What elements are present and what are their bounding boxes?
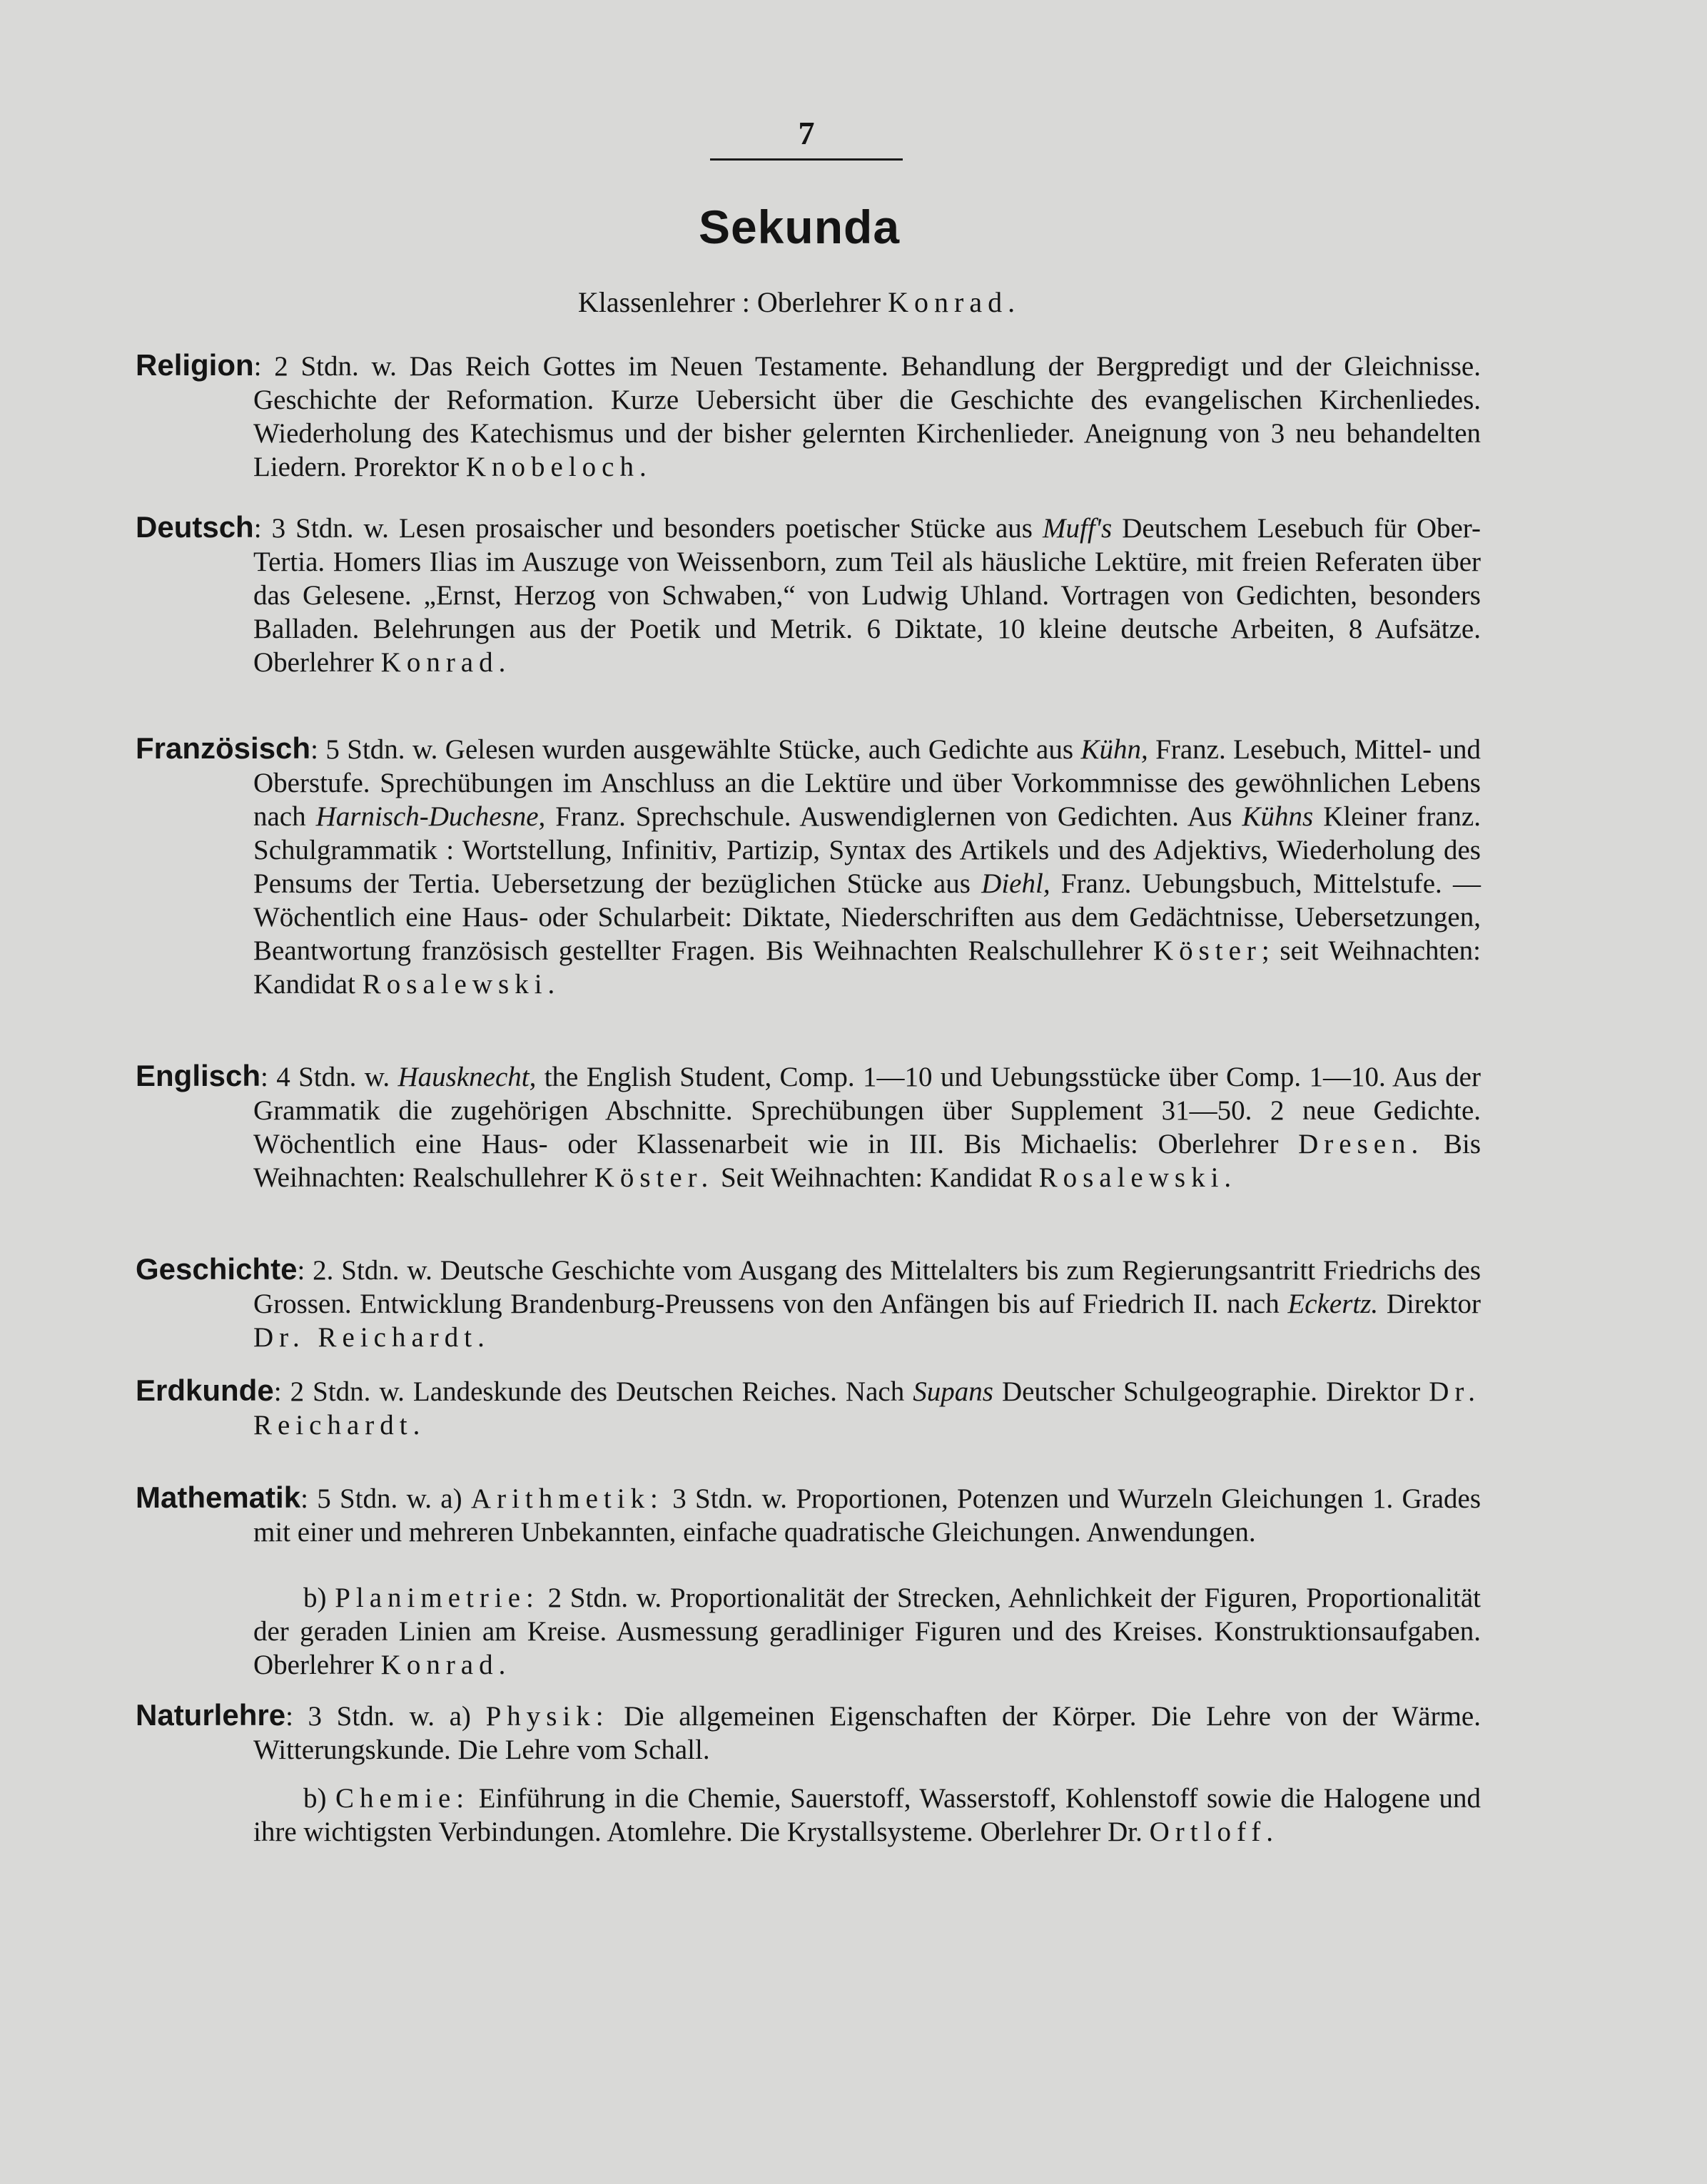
section-text: : 4 Stdn. w. <box>260 1062 398 1092</box>
page-title: Sekunda <box>698 200 901 253</box>
subject-heading-geschichte: Geschichte <box>136 1252 298 1286</box>
teacher-name: Rosalewski. <box>1038 1162 1237 1193</box>
teacher-name: Dr. Reichardt. <box>253 1376 1481 1441</box>
book-title: Eckertz. <box>1287 1289 1379 1319</box>
section-text: Einführung in die Chemie, Sauerstoff, Wasserstoff, Kohlenstoff sowie die Halogene und ihre wichtigsten Verbindungen. Atomlehre. Die Krystallsysteme. Oberlehrer Dr. <box>253 1783 1481 1847</box>
teacher-name: Köster <box>1153 935 1262 966</box>
subsection-planimetrie <box>253 1581 1481 1682</box>
teacher-name: Köster. <box>594 1162 714 1193</box>
section-text: Seit Weihnachten: Kandidat <box>714 1162 1039 1193</box>
subject-heading-religion: Religion <box>136 348 254 382</box>
subject-heading-deutsch: Deutsch <box>136 510 254 544</box>
subsection-label: b) <box>303 1583 335 1613</box>
section-mathematik <box>136 1480 1481 1549</box>
section-text: the English Student, Comp. 1—10 und Uebungsstücke über Comp. 1—10. Aus der Grammatik die zugehörigen Abschnitte. Sprechübungen über Supplement 31—50. 2 neue Gedichte. Wöchentlich eine Haus- oder Klassenarbeit wie in III. Bis Michaelis: Oberlehrer <box>253 1062 1481 1159</box>
subject-heading-naturlehre: Naturlehre <box>136 1698 286 1732</box>
section-text: Franz. Uebungsbuch, Mittelstufe. — Wöchentlich eine Haus- oder Schularbeit: Diktate, Niederschriften aus dem Gedächtnisse, Uebersetzungen, Beantwortung französisch gestellter Fragen. Bis Weihnachten Realschullehrer <box>253 868 1481 966</box>
section-text: : 2 Stdn. w. Landeskunde des Deutschen Reiches. Nach <box>273 1376 913 1407</box>
section-geschichte <box>136 1252 1481 1354</box>
section-text: Die allgemeinen Eigenschaften der Körper. Die Lehre von der Wärme. Witterungskunde. Die Lehre vom Schall. <box>253 1701 1481 1765</box>
teacher-name: Ortloff. <box>1149 1817 1279 1847</box>
section-text: : 2 Stdn. w. Das Reich Gottes im Neuen Testamente. Behandlung der Bergpredigt und der Gleichnisse. Geschichte der Reformation. Kurze Uebersicht über die Geschichte des evangelischen Kirchenliedes. Wiederholung des Katechismus und der bisher gelernten Kirchenlieder. Aneignung von 3 neu behandelten Liedern. Prorektor <box>253 351 1481 482</box>
subsection-heading-physik: Physik: <box>485 1701 609 1732</box>
page-number: 7 <box>798 115 815 151</box>
section-text: : 3 Stdn. w. Lesen prosaischer und besonders poetischer Stücke aus <box>253 513 1043 544</box>
section-text: : 2. Stdn. w. Deutsche Geschichte vom Ausgang des Mittelalters bis zum Regierungsantritt Friedrichs des Grossen. Entwicklung Brandenburg-Preussens von den Anfängen bis auf Friedrich II. nach <box>253 1255 1481 1319</box>
teacher-name: Dresen. <box>1298 1129 1424 1159</box>
teacher-name: Knobeloch. <box>465 452 652 482</box>
class-teacher-label: Klassenlehrer : Oberlehrer <box>577 286 888 318</box>
book-title: Muff's <box>1043 513 1113 544</box>
section-deutsch <box>136 510 1481 679</box>
section-text: Direktor <box>1378 1289 1481 1319</box>
subsection-label: b) <box>303 1783 335 1814</box>
subject-heading-franzoesisch: Französisch <box>136 731 311 765</box>
teacher-name: Rosalewski. <box>362 969 561 1000</box>
section-naturlehre <box>136 1698 1481 1767</box>
book-title: Harnisch-Duchesne, <box>315 801 546 832</box>
section-text: Franz. Lesebuch, Mittel- und Oberstufe. Sprechübungen im Anschluss an die Lektüre und über Vorkommnisse des gewöhnlichen Lebens nach <box>253 734 1481 832</box>
section-erdkunde <box>136 1373 1481 1442</box>
page-number-rule <box>710 158 903 161</box>
book-title: Kühn, <box>1080 734 1148 765</box>
section-text: Bis Weihnachten: Realschullehrer <box>253 1129 1481 1193</box>
class-teacher-name: Konrad. <box>888 286 1021 318</box>
section-franzoesisch <box>136 731 1481 1001</box>
section-text: Deutschem Lesebuch für Ober-Tertia. Homers Ilias im Auszuge von Weissenborn, zum Teil als häusliche Lektüre, mit freien Referaten über das Gelesene. „Ernst, Herzog von Schwaben,“ von Ludwig Uhland. Vortragen von Gedichten, besonders Balladen. Belehrungen aus der Poetik und Metrik. 6 Diktate, 10 kleine deutsche Arbeiten, 8 Aufsätze. Oberlehrer <box>253 513 1481 678</box>
section-text: Franz. Sprechschule. Auswendiglernen von Gedichten. Aus <box>545 801 1242 832</box>
subsection-heading-arithmetik: Arithmetik: <box>470 1483 664 1514</box>
section-religion <box>136 348 1481 484</box>
book-title: Kühns <box>1242 801 1314 832</box>
subject-heading-englisch: Englisch <box>136 1059 261 1092</box>
subsection-heading-chemie: Chemie: <box>335 1783 470 1814</box>
section-text: Kleiner franz. Schulgrammatik : Wortstellung, Infinitiv, Partizip, Syntax des Artikels und des Adjektivs, Wiederholung des Pensums der Tertia. Uebersetzung der bezüglichen Stücke aus <box>253 801 1481 899</box>
subsection-heading-planimetrie: Planimetrie: <box>335 1583 540 1613</box>
section-text: : 5 Stdn. w. a) <box>300 1483 471 1514</box>
book-title: Hausknecht, <box>397 1062 537 1092</box>
section-text: 3 Stdn. w. Proportionen, Potenzen und Wurzeln Gleichungen 1. Grades mit einer und mehreren Unbekannten, einfache quadratische Gleichungen. Anwendungen. <box>253 1483 1481 1548</box>
section-text: : 5 Stdn. w. Gelesen wurden ausgewählte Stücke, auch Gedichte aus <box>310 734 1081 765</box>
teacher-name: Konrad. <box>380 647 512 678</box>
book-title: Diehl, <box>981 868 1050 899</box>
section-englisch <box>136 1059 1481 1194</box>
subject-heading-mathematik: Mathematik <box>136 1480 301 1514</box>
class-teacher-line <box>0 285 1599 319</box>
teacher-name: Konrad. <box>380 1650 512 1680</box>
subject-heading-erdkunde: Erdkunde <box>136 1373 274 1407</box>
section-text: 2 Stdn. w. Proportionalität der Strecken, Aehnlichkeit der Figuren, Proportionalität der geraden Linien am Kreise. Ausmessung geradliniger Figuren und des Kreises. Konstruktionsaufgaben. Oberlehrer <box>253 1583 1481 1680</box>
section-text: Deutscher Schulgeographie. Direktor <box>993 1376 1429 1407</box>
section-text: ; seit Weihnachten: Kandidat <box>253 935 1481 1000</box>
subsection-chemie <box>253 1782 1481 1849</box>
book-title: Supans <box>913 1376 993 1407</box>
teacher-name: Dr. Reichardt. <box>253 1322 490 1353</box>
section-text: : 3 Stdn. w. a) <box>285 1701 486 1732</box>
